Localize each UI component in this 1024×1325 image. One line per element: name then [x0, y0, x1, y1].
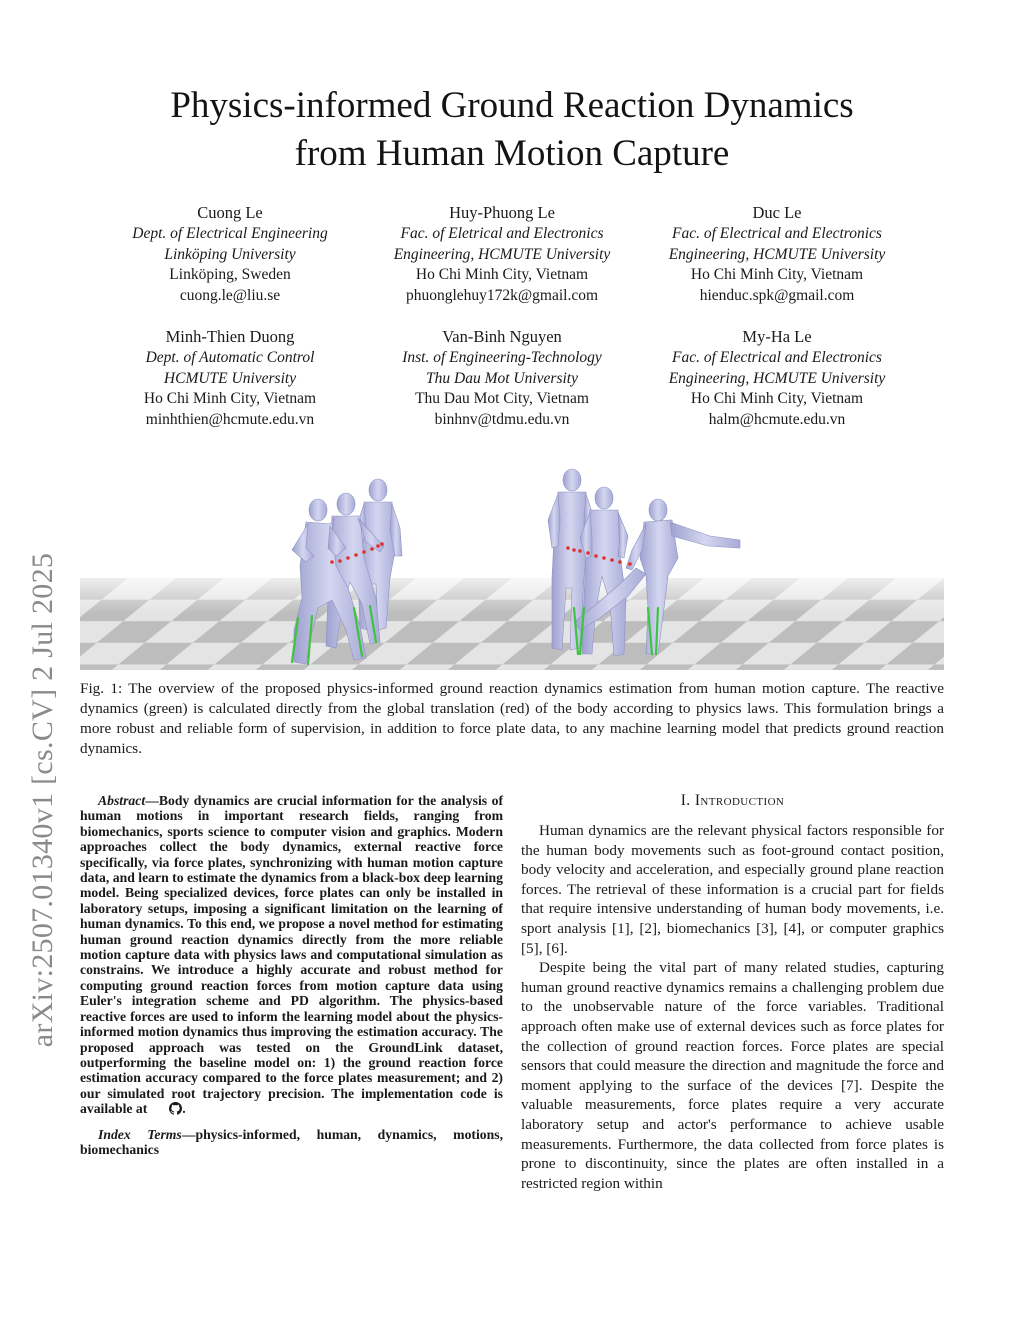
author-block	[372, 202, 632, 306]
author-affiliation: Engineering, HCMUTE University	[668, 245, 886, 263]
author-city: Linköping, Sweden	[169, 266, 291, 283]
author-block	[372, 326, 632, 430]
author-block	[652, 326, 902, 430]
author-block	[652, 202, 902, 306]
figure-caption: Fig. 1: The overview of the proposed physics-informed ground reaction dynamics estimation from human motion capture. The reactive dynamics (green) is calculated directly from the global translation (red) of the body according to physics laws. This formulation brings a more robust and reliable form of supervision, in addition to force plate data, to any machine learning model that predicts ground reaction dynamics.	[80, 680, 944, 757]
author-affiliation: Linköping University	[164, 245, 296, 263]
author-city: Ho Chi Minh City, Vietnam	[690, 266, 864, 283]
introduction-column	[521, 821, 944, 1193]
github-icon[interactable]	[151, 1102, 182, 1118]
section-title: Introduction	[694, 792, 785, 809]
figure-1-illustration	[80, 458, 944, 674]
section-heading-introduction	[521, 791, 944, 811]
paper-title	[80, 82, 944, 178]
abstract-label: Abstract	[98, 793, 146, 808]
author-name: My-Ha Le	[742, 327, 812, 346]
author-city: Ho Chi Minh City, Vietnam	[690, 390, 864, 407]
abstract-column	[80, 793, 503, 1157]
title-line-1: Physics-informed Ground Reaction Dynamics	[170, 85, 854, 126]
author-block	[110, 202, 350, 306]
author-affiliation: Engineering, HCMUTE University	[668, 369, 886, 387]
author-name: Minh-Thien Duong	[165, 327, 295, 346]
author-affiliation: Engineering, HCMUTE University	[393, 245, 611, 263]
author-affiliation: Dept. of Automatic Control	[145, 349, 315, 366]
author-affiliation: Fac. of Eletrical and Electronics	[400, 225, 604, 242]
section-numeral: I.	[680, 792, 691, 809]
index-terms-paragraph	[80, 1127, 503, 1158]
abstract-text: —Body dynamics are crucial information for the analysis of human motions in important research fields, ranging from biomechanics, sports science to computer vision and graphics. Modern approaches collect the body dynamics, external reactive force specifically, via force plates, synchronizing with human motion capture data, and learn to estimate the dynamics from a black-box deep learning model. Being specialized devices, force plates can only be installed in laboratory setups, imposing a significant limitation on the learning of human dynamics. To this end, we propose a novel method for estimating human ground reaction dynamics directly from the more reliable motion capture data with physics laws and computational simulation as constrains. We introduce a highly accurate and robust method for computing ground reaction forces from motion capture data using Euler's integration scheme and PD algorithm. The physics-based reactive forces are used to inform the learning model about the physics-informed motion dynamics thus improving the estimation accuracy. The proposed approach was tested on the GroundLink dataset, outperforming the baseline model on: 1) the ground reaction force estimation accuracy compared to the force plates measurement; and 2) our simulated root trajectory precision. The implementation code is available at	[80, 793, 503, 1117]
index-terms-label: Index Terms	[98, 1126, 182, 1142]
title-line-2: from Human Motion Capture	[294, 133, 730, 174]
author-affiliation: Inst. of Engineering-Technology	[402, 349, 602, 366]
index-terms-text: —physics-informed, human, dynamics, motions, biomechanics	[80, 1126, 503, 1157]
author-affiliation: Dept. of Electrical Engineering	[132, 225, 328, 242]
author-block	[110, 326, 350, 430]
author-name: Huy-Phuong Le	[449, 203, 555, 222]
author-affiliation: Thu Dau Mot University	[426, 369, 578, 387]
intro-paragraph-2: Despite being the vital part of many related studies, capturing human ground reactive dynamics remains a challenging problem due to the unobservable nature of the force variables. Traditional approach often make use of external devices such as force plates for the collection of ground reaction forces. Force plates are special sensors that could measure the direction and magnitude the force and moment applying to the surface of the devices [7]. Despite the valuable measurements, force plates require a very accurate laboratory setup and actor's performance to achieve usable measurements. Furthermore, the data collected from force plates is prone to discontinuity, since the plates are often installed in a restricted region within	[521, 959, 944, 1192]
arxiv-identifier: arXiv:2507.01340v1 [cs.CV] 2 Jul 2025	[26, 552, 59, 1048]
author-affiliation: Fac. of Electrical and Electronics	[672, 225, 882, 242]
author-name: Van-Binh Nguyen	[442, 327, 562, 346]
author-city: Ho Chi Minh City, Vietnam	[415, 266, 589, 283]
author-email[interactable]: halm@hcmute.edu.vn	[708, 410, 846, 428]
author-email[interactable]: cuong.le@liu.se	[179, 286, 281, 304]
author-affiliation: HCMUTE University	[163, 369, 297, 387]
author-email[interactable]: binhnv@tdmu.edu.vn	[434, 410, 570, 428]
author-name: Cuong Le	[197, 203, 263, 222]
author-city: Thu Dau Mot City, Vietnam	[415, 390, 589, 407]
author-email[interactable]: phuonglehuy172k@gmail.com	[405, 286, 599, 304]
author-affiliation: Fac. of Electrical and Electronics	[672, 349, 882, 366]
author-email[interactable]: minhthien@hcmute.edu.vn	[145, 410, 315, 428]
author-email[interactable]: hienduc.spk@gmail.com	[699, 286, 855, 304]
abstract-paragraph: Abstract—Body dynamics are crucial information for the analysis of human motions in important research fields, ranging from biomechanics, sports science to computer vision and graphics. Modern approaches collect the body dynamics, external reactive force specifically, via force plates, synchronizing with human motion capture data, and learn to estimate the dynamics from a black-box deep learning model. Being specialized devices, force plates can only be installed in laboratory setups, imposing a significant limitation on the learning of human dynamics. To this end, we propose a novel method for estimating human ground reaction dynamics directly from the more reliable motion capture data with physics laws and computational simulation as constrains. We introduce a highly accurate and robust method for computing ground reaction forces from motion capture data using Euler's integration scheme and PD algorithm. The physics-based reactive forces are used to inform the learning model about the physics-informed motion dynamics thus improving the estimation accuracy. The proposed approach was tested on the GroundLink dataset, outperforming the baseline model on: 1) the ground reaction force estimation accuracy compared to the force plates measurement; and 2) our simulated root trajectory precision. The implementation code is available at .	[80, 793, 503, 1119]
checkered-floor	[80, 578, 944, 670]
author-city: Ho Chi Minh City, Vietnam	[143, 390, 317, 407]
author-name: Duc Le	[752, 203, 802, 222]
intro-paragraph-1: Human dynamics are the relevant physical factors responsible for the human body movements such as foot-ground contact position, body velocity and acceleration, and especially ground plane reaction forces. The retrieval of these information is a crucial part for fields that require intensive understanding of human body movements, i.e. sport analysis [1], [2], biomechanics [3], [4], or computer graphics [5], [6].	[521, 822, 944, 957]
